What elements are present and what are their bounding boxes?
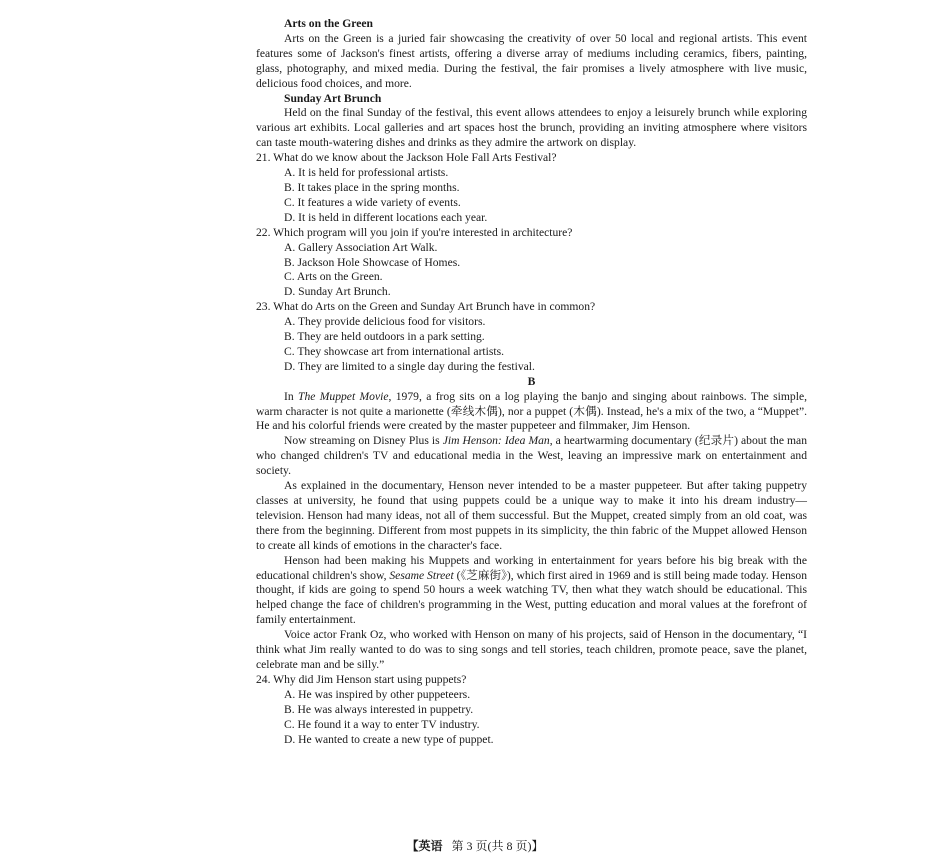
option-b: B. They are held outdoors in a park setting. xyxy=(284,330,485,344)
exam-page xyxy=(256,17,807,747)
text-run: , a heartwarming documentary (纪录片) about the man who changed children's TV and educational media in the West, leaving an impressive mark on entertainment and society. xyxy=(256,434,807,478)
option-d: D. Sunday Art Brunch. xyxy=(284,285,391,299)
option-c: C. He found it a way to enter TV industry. xyxy=(284,717,480,731)
option-b: B. It takes place in the spring months. xyxy=(284,180,460,194)
documentary-title: Jim Henson: Idea Man xyxy=(442,434,550,448)
footer-page-info: 第 3 页(共 8 页)】 xyxy=(451,839,544,853)
question-stem: 21. What do we know about the Jackson Hole Fall Arts Festival? xyxy=(256,151,557,165)
passage-b-paragraph-2 xyxy=(256,434,807,479)
sunday-brunch-paragraph: Held on the final Sunday of the festival, this event allows attendees to enjoy a leisurely brunch while exploring various art exhibits. Local galleries and art spaces host the brunch, providing an inviting atmosphere where visitors can taste mouth-watering dishes and drinks as they admire the artwork on display. xyxy=(256,106,807,150)
footer-subject: 【英语 xyxy=(406,839,443,853)
question-stem: 24. Why did Jim Henson start using puppets? xyxy=(256,672,467,686)
text-run: In xyxy=(284,389,299,403)
text-run: (《芝麻街》), which first aired in 1969 and is still being made today. Henson thought, if kids are going to spend 50 hours a week watching TV, then what they watch should be educational. This helped change the face of children's programming in the West, putting education and moral values at the forefront of family entertainment. xyxy=(256,568,807,627)
question-stem: 23. What do Arts on the Green and Sunday Art Brunch have in common? xyxy=(256,300,596,314)
sunday-brunch-heading: Sunday Art Brunch xyxy=(284,91,382,105)
arts-green-paragraph: Arts on the Green is a juried fair showcasing the creativity of over 50 local and regional artists. This event features some of Jackson's finest artists, offering a diverse array of mediums including ceramics, fibers, painting, glass, photography, and mixed media. During the festival, the fair promises a lively atmosphere with live music, delicious food choices, and more. xyxy=(256,31,807,90)
option-d: D. He wanted to create a new type of puppet. xyxy=(284,732,494,746)
question-24 xyxy=(256,673,807,748)
question-22 xyxy=(256,226,807,301)
option-c: C. Arts on the Green. xyxy=(284,270,383,284)
movie-title: The Muppet Movie xyxy=(298,389,389,403)
passage-b-paragraph-4 xyxy=(256,554,807,629)
section-b-label: B xyxy=(527,374,536,388)
passage-b-paragraph-1 xyxy=(256,390,807,435)
text-run: Now streaming on Disney Plus is xyxy=(284,434,443,448)
arts-green-heading: Arts on the Green xyxy=(284,17,373,30)
page-footer xyxy=(0,837,950,854)
option-d: D. It is held in different locations each year. xyxy=(284,210,488,224)
option-c: C. It features a wide variety of events. xyxy=(284,195,461,209)
option-a: A. He was inspired by other puppeteers. xyxy=(284,687,471,701)
option-a: A. Gallery Association Art Walk. xyxy=(284,240,438,254)
option-b: B. He was always interested in puppetry. xyxy=(284,702,474,716)
text-run: Henson had been making his Muppets and working in entertainment for years before his big break with the educational children's show, xyxy=(256,553,807,582)
option-a: A. They provide delicious food for visitors. xyxy=(284,315,486,329)
option-c: C. They showcase art from international artists. xyxy=(284,344,505,358)
option-d: D. They are limited to a single day during the festival. xyxy=(284,359,535,373)
option-a: A. It is held for professional artists. xyxy=(284,166,449,180)
passage-b-paragraph-3: As explained in the documentary, Henson never intended to be a master puppeteer. But after taking puppetry classes at university, he found that using puppets could be a unique way to make it into his dream industry—television. Henson had many ideas, not all of them successful. But the Muppet, created simply from an old coat, was there from the beginning. Different from most puppets in its simplicity, the thin fabric of the Muppet allowed Henson to create all kinds of emotions in the character's face. xyxy=(256,479,807,552)
option-b: B. Jackson Hole Showcase of Homes. xyxy=(284,255,461,269)
text-run: , 1979, a frog sits on a log playing the banjo and singing about rainbows. The simple, warm character is not quite a marionette (牵线木偶), nor a puppet (木偶). Instead, he's a mix of the two, a “Muppet”. He and his colorful friends were created by the master puppeteer and filmmaker, Jim Henson. xyxy=(256,389,807,433)
passage-b-paragraph-5: Voice actor Frank Oz, who worked with Henson on many of his projects, said of Henson in the documentary, “I think what Jim really wanted to do was to sing songs and tell stories, teach children, promote peace, save the planet, celebrate man and be silly.” xyxy=(256,628,807,671)
question-21 xyxy=(256,151,807,226)
show-title: Sesame Street xyxy=(389,568,454,582)
question-stem: 22. Which program will you join if you're interested in architecture? xyxy=(256,225,573,239)
question-23 xyxy=(256,300,807,375)
